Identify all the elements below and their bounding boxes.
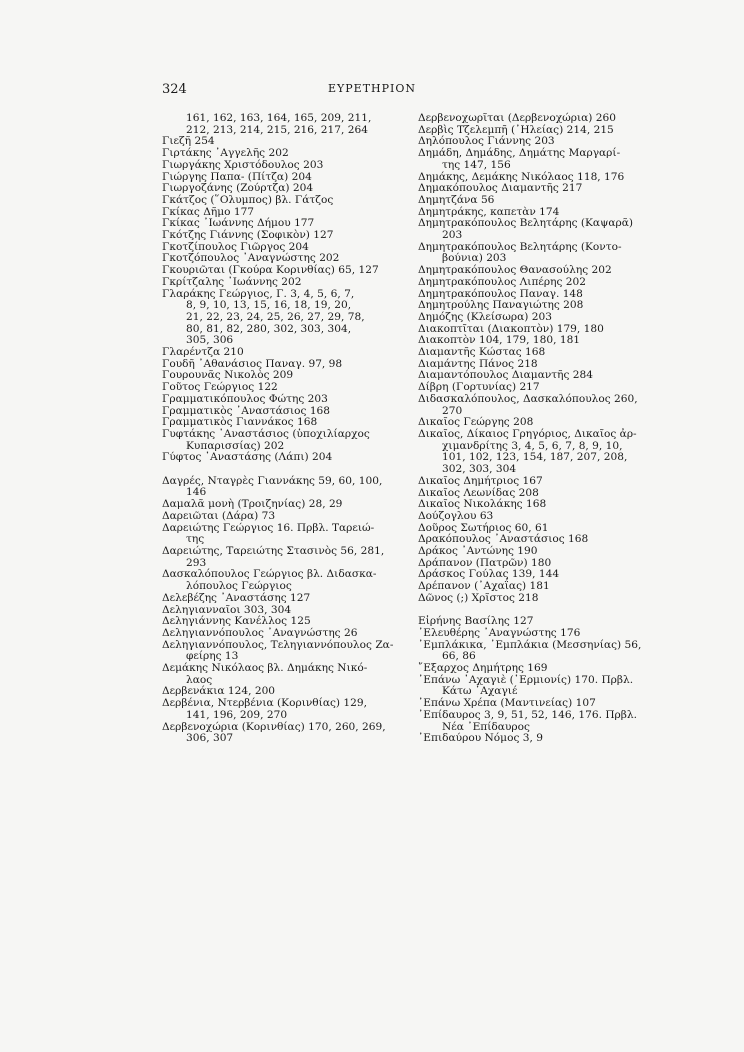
index-entry: ᾽Επάνω ᾽Αχαγιὲ (῾Ερμιονίς) 170. Πρβλ. Κάτω ᾽Αχαγιέ [418, 673, 634, 698]
index-entry: Διαμαντῆς Κώστας 168 [418, 346, 546, 359]
index-entry: Δράσκος Γούλας 139, 144 [418, 568, 560, 581]
index-entry: Γυφτάκης ᾽Αναστάσιος (ὑποχιλίαρχος Κυπαρισσίας) 202 [162, 427, 370, 452]
index-entry: Γκίκας ᾽Ιωάννης Δήμου 177 [162, 217, 315, 230]
index-entry: Δικαῖος, Δίκαιος Γρηγόριος, Δικαῖος ἀρ- χιμανδρίτης 3, 4, 5, 6, 7, 8, 9, 10, 101, 102, 123, 154, 187, 207, 208, 302, 303, 304 [418, 427, 637, 476]
index-entry: Δεμάκης Νικόλαος βλ. Δημάκης Νικό- λαος [162, 662, 368, 686]
index-entry: Δικαῖος Λεωνίδας 208 [418, 486, 539, 499]
index-entry: Γιωργοζάνης (Ζούρτζα) 204 [162, 182, 314, 195]
index-entry: Γλαράκης Γεώργιος, Γ. 3, 4, 5, 6, 7, 8, 9, 10, 13, 15, 16, 18, 19, 20, 21, 22, 23, 24, 25, 26, 27, 29, 78, 80, 81, 82, 280, 302, 303, 304, 305, 306 [162, 287, 365, 347]
index-entry: Δερβενάκια 124, 200 [162, 685, 276, 698]
index-entry: Δημάκης, Δεμάκης Νικόλαος 118, 176 [418, 170, 625, 183]
index-entry: Δράπανον (Πατρῶν) 180 [418, 556, 552, 569]
index-entry: Δαρειώτης, Ταρειώτης Στασινὸς 56, 281, 293 [162, 545, 385, 569]
index-entry: Δαγρές, Νταγρὲς Γιαννάκης 59, 60, 100, 146 [162, 474, 383, 499]
index-entry: Δικαῖος Δημήτριος 167 [418, 474, 543, 487]
index-entry: Γιώργης Παπα- (Πίτζα) 204 [162, 170, 312, 183]
index-entry: Γκρίτζαλης ᾽Ιωάννης 202 [162, 275, 302, 288]
index-entry: Δημόζης (Κλείσωρα) 203 [418, 310, 553, 323]
index-entry: Διαμαντόπουλος Διαμαντῆς 284 [418, 369, 594, 382]
index-entry: Δημητρακόπουλος Λιπέρης 202 [418, 275, 586, 288]
index-entry: Δημάδη, Δημάδης, Δημάτης Μαργαρί- της 147, 156 [418, 147, 621, 171]
index-entry: Γύφτος ᾽Αναστάσης (Λάπι) 204 [162, 451, 333, 464]
index-entry: Δημητρακόπουλος Θανασούλης 202 [418, 264, 612, 277]
index-entry: ᾽Ελευθέρης ᾽Αναγνώστης 176 [418, 626, 581, 639]
index-entry: ῎Εξαρχος Δημήτρης 169 [418, 662, 548, 675]
index-entry: Δῶνος (;) Χρῖστος 218 [418, 591, 539, 604]
index-entry: Δημητράκης, καπετὰν 174 [418, 205, 560, 218]
index-entry: Γλαρέντζα 210 [162, 346, 244, 359]
index-entry: Δοῦρος Σωτήριος 60, 61 [418, 521, 549, 534]
index-column-left [162, 113, 442, 745]
index-entry: Γκότζης Γιάννης (Σοφικὸν) 127 [162, 229, 334, 242]
index-entry: Γιωργάκης Χριστόδουλος 203 [162, 158, 324, 171]
index-entry: Γραμματικόπουλος Φώτης 203 [162, 392, 328, 405]
index-entry: Δράκος ᾽Αντώνης 190 [418, 545, 538, 558]
index-entry: Δημητρακόπουλος Βελητάρης (Καψαρᾶ) 203 [418, 217, 634, 242]
index-entry: Γκάτζος (῞Ολυμπος) βλ. Γάτζος [162, 193, 334, 206]
index-entry: Δερβένια, Ντερβένια (Κορινθίας) 129, 141, 196, 209, 270 [162, 697, 367, 721]
index-entry: Δερβενοχωρῖται (Δερβενοχώρια) 260 [418, 112, 617, 124]
index-column-right [418, 113, 698, 745]
index-entry: Γκοτζόπουλος ᾽Αναγνώστης 202 [162, 252, 340, 265]
index-entry: 161, 162, 163, 164, 165, 209, 211, 212, 213, 214, 215, 216, 217, 264 [186, 112, 372, 136]
index-entry: Διδασκαλόπουλος, Δασκαλόπουλος 260, 270 [418, 392, 638, 417]
page-number: 324 [162, 82, 187, 97]
index-entry: Γκίκας Δῆμο 177 [162, 205, 255, 218]
index-entry: Γουδῆ ᾽Αθανάσιος Παναγ. 97, 98 [162, 357, 343, 370]
index-entry: Εἰρήνης Βασίλης 127 [418, 615, 534, 628]
index-entry: Δικαῖος Γεώργης 208 [418, 416, 534, 429]
index-entry: ᾽Επάνω Χρέπα (Μαντινείας) 107 [418, 697, 596, 710]
index-entry: Γιεζῆ 254 [162, 135, 215, 148]
index-entry: Δημητζάνα 56 [418, 193, 495, 206]
index-entry: ᾽Επιδαύρου Νόμος 3, 9 [418, 732, 543, 745]
index-entry: Δεληγιαννόπουλος, Τεληγιαννόπουλος Ζα- φείρης 13 [162, 638, 394, 663]
index-entry: Δεληγιανναῖοι 303, 304 [162, 603, 292, 616]
index-entry: Δούζογλου 63 [418, 509, 494, 522]
index-entry: Δερβενοχώρια (Κορινθίας) 170, 260, 269, 306, 307 [162, 720, 386, 745]
index-entry: Δίβρη (Γορτυνίας) 217 [418, 381, 540, 394]
index-entry: Διακοπτὸν 104, 179, 180, 181 [418, 334, 581, 347]
index-entry: ᾽Επίδαυρος 3, 9, 51, 52, 146, 176. Πρβλ. Νέα ᾽Επίδαυρος [418, 708, 637, 733]
index-entry: Δρακόπουλος ᾽Αναστάσιος 168 [418, 533, 589, 546]
index-entry: Γοῦτος Γεώργιος 122 [162, 381, 278, 394]
index-entry: Δελεβέζης ᾽Αναστάσης 127 [162, 591, 311, 604]
index-entry: Γραμματικὸς Γιαννάκος 168 [162, 416, 318, 429]
index-entry: Γιρτάκης ᾽Αγγελῆς 202 [162, 147, 289, 160]
index-entry: Δημακόπουλος Διαμαντῆς 217 [418, 182, 583, 195]
index-entry: Γκουριῶται (Γκούρα Κορινθίας) 65, 127 [162, 264, 379, 277]
index-entry: Δερβὶς Τζελεμπῆ (᾽Ηλείας) 214, 215 [418, 123, 614, 136]
index-entry: Γκοτζίπουλος Γιῶργος 204 [162, 240, 309, 253]
index-entry: Γραμματικὸς ᾽Αναστάσιος 168 [162, 404, 331, 417]
index-entry: Διαμάντης Πάνος 218 [418, 357, 538, 370]
index-entry: Δημητρακόπουλος Βελητάρης (Κοντο- βούνια) 203 [418, 240, 622, 265]
index-entry: Δικαῖος Νικολάκης 168 [418, 498, 547, 511]
index-entry: ᾽Εμπλάκικα, ᾽Εμπλάκια (Μεσσηνίας) 56, 66, 86 [418, 638, 642, 663]
index-entry: Δασκαλόπουλος Γεώργιος βλ. Διδασκα- λόπουλος Γεώργιος [162, 568, 377, 593]
index-entry: Δαμαλᾶ μονὴ (Τροιζηνίας) 28, 29 [162, 498, 343, 511]
index-entry: Δαρειῶται (Δάρα) 73 [162, 509, 276, 522]
index-entry: Δημητρούλης Παναγιώτης 208 [418, 299, 584, 312]
index-entry: Δηλόπουλος Γιάννης 203 [418, 135, 555, 148]
index-entry: Διακοπτῖται (Διακοπτὸν) 179, 180 [418, 322, 604, 335]
index-entry: Δεληγιαννόπουλος ᾽Αναγνώστης 26 [162, 626, 358, 639]
index-entry: Δρέπανον (᾽Αχαΐας) 181 [418, 580, 550, 593]
index-entry: Γουρουνᾶς Νικολὸς 209 [162, 369, 294, 382]
index-entry: Δημητρακόπουλος Παναγ. 148 [418, 287, 583, 300]
running-head: ΕΥΡΕΤΗΡΙΟΝ [327, 82, 417, 95]
index-entry: Δαρειώτης Γεώργιος 16. Πρβλ. Ταρειώ- της [162, 521, 375, 546]
index-entry: Δεληγιάννης Κανέλλος 125 [162, 615, 311, 628]
